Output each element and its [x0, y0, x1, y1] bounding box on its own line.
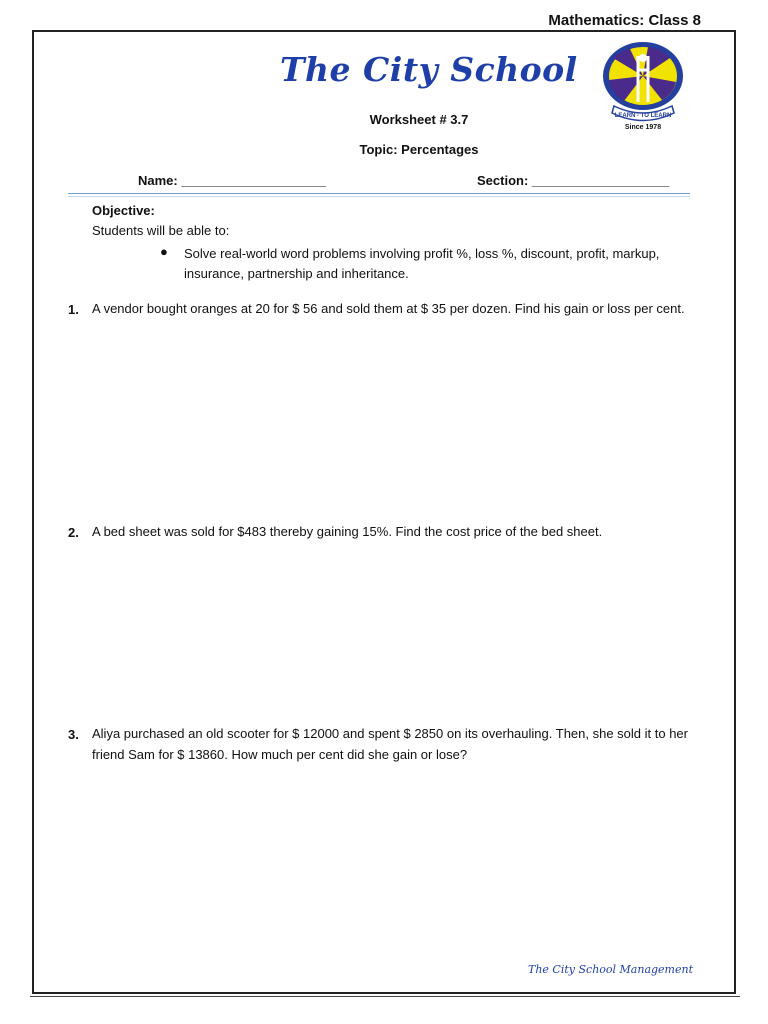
question-1-number: 1. — [68, 302, 79, 317]
worksheet-topic: Topic: Percentages — [359, 142, 479, 157]
name-field: Name: ____________________ — [138, 173, 326, 188]
objective-bullet: Solve real-world word problems involving profit %, loss %, discount, profit, markup, insurance, partnership and inheritance. — [184, 246, 660, 281]
header-divider — [68, 193, 690, 194]
subject-class-label: Mathematics: Class 8 — [548, 12, 701, 29]
header-divider-secondary — [68, 196, 690, 197]
page-border-bottom-line — [30, 996, 740, 997]
worksheet-number: Worksheet # 3.7 — [369, 112, 469, 127]
objective-heading: Objective: — [92, 203, 155, 218]
logo-since-text: Since 1978 — [624, 124, 662, 131]
bullet-icon: ● — [160, 244, 168, 259]
question-3-text: Aliya purchased an old scooter for $ 12000 and spent $ 2850 on its overhauling. Then, she sold it to her friend Sam for $ 13860. How much per cent did she gain or lose? — [92, 726, 688, 762]
question-2-number: 2. — [68, 525, 79, 540]
logo-motto-text: LEARN - TO LEARN — [614, 113, 672, 119]
school-name-title: The City School — [280, 50, 578, 89]
question-3-number: 3. — [68, 727, 79, 742]
question-1-text: A vendor bought oranges at 20 for $ 56 and sold them at $ 35 per dozen. Find his gain or loss per cent. — [92, 301, 685, 316]
objective-intro: Students will be able to: — [92, 223, 230, 238]
footer-signature: The City School Management — [528, 963, 693, 976]
section-field: Section: ___________________ — [477, 173, 670, 188]
question-2-text: A bed sheet was sold for $483 thereby gaining 15%. Find the cost price of the bed sheet. — [92, 524, 603, 539]
